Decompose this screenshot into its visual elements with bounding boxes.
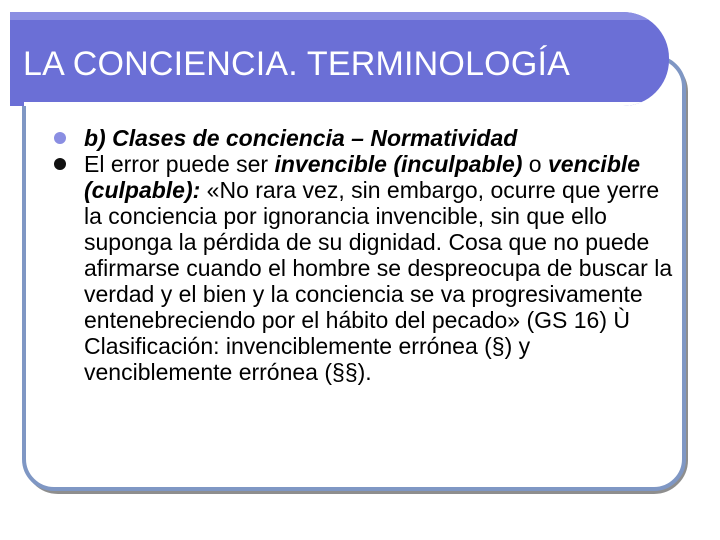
slide-body xyxy=(54,125,678,385)
bullet-text-classification: Clasificación: invenciblemente errónea (§) y venciblemente errónea (§§). xyxy=(84,333,531,385)
bullet-dot-icon xyxy=(54,132,66,144)
bullet-dot-icon xyxy=(54,158,66,170)
bullet-heading: b) Clases de conciencia – Normatividad xyxy=(84,125,518,151)
bullet-term-vencible: vencible (culpable): xyxy=(84,151,641,203)
title-bar xyxy=(10,12,669,106)
arrow-symbol-icon: Ù xyxy=(613,307,630,333)
bullet-item-2 xyxy=(54,151,678,385)
title-bar-highlight xyxy=(10,12,669,20)
bullet-term-invencible: invencible (inculpable) xyxy=(274,151,523,177)
bullet-text-intro: El error puede ser xyxy=(84,151,275,177)
bullet-text-connector: o xyxy=(522,151,548,177)
title-underline xyxy=(24,102,648,106)
slide-title: LA CONCIENCIA. TERMINOLOGÍA xyxy=(23,45,570,83)
bullet-text-quote: «No rara vez, sin embargo, ocurre que yerre la conciencia por ignorancia invencible, sin que ello suponga la pérdida de su dignidad. Cosa que no puede afirmarse cuando el hombre se despreocupa de buscar la verdad y el bien y la conciencia se va progresivamente entenebreciendo por el hábito del pecado» (GS 16) xyxy=(84,177,673,333)
bullet-item-1 xyxy=(54,125,678,151)
